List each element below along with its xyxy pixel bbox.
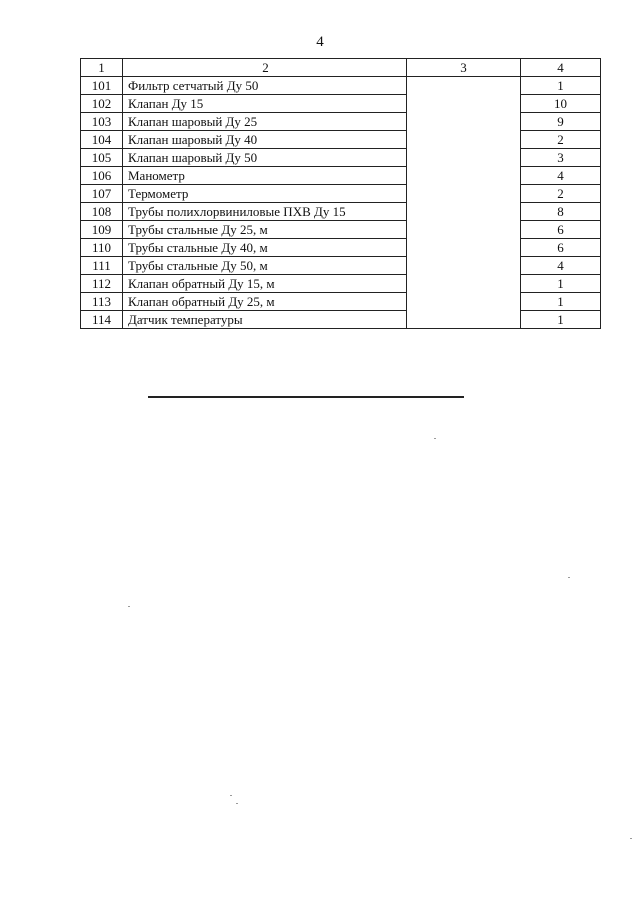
column-header-2: 2 — [123, 59, 407, 77]
item-name-cell: Фильтр сетчатый Ду 50 — [123, 77, 407, 95]
row-number-cell: 112 — [81, 275, 123, 293]
item-name-cell: Клапан Ду 15 — [123, 95, 407, 113]
specification-table — [80, 58, 601, 329]
specification-table-body — [81, 59, 601, 329]
item-name-cell: Клапан шаровый Ду 25 — [123, 113, 407, 131]
scan-speck — [568, 577, 570, 578]
item-name-cell: Датчик температуры — [123, 311, 407, 329]
quantity-cell: 1 — [521, 77, 601, 95]
table-row — [81, 275, 601, 293]
column-header-1: 1 — [81, 59, 123, 77]
table-row — [81, 203, 601, 221]
table-row — [81, 167, 601, 185]
row-number-cell: 109 — [81, 221, 123, 239]
quantity-cell: 6 — [521, 221, 601, 239]
quantity-cell: 8 — [521, 203, 601, 221]
table-row — [81, 131, 601, 149]
row-number-cell: 110 — [81, 239, 123, 257]
scan-speck — [230, 795, 232, 796]
column-3-merged-cell — [407, 77, 521, 329]
column-header-3: 3 — [407, 59, 521, 77]
column-header-4: 4 — [521, 59, 601, 77]
table-row — [81, 185, 601, 203]
table-row — [81, 113, 601, 131]
row-number-cell: 114 — [81, 311, 123, 329]
item-name-cell: Трубы стальные Ду 40, м — [123, 239, 407, 257]
end-of-document-rule — [148, 396, 464, 398]
quantity-cell: 9 — [521, 113, 601, 131]
table-row — [81, 77, 601, 95]
row-number-cell: 106 — [81, 167, 123, 185]
quantity-cell: 1 — [521, 293, 601, 311]
row-number-cell: 108 — [81, 203, 123, 221]
item-name-cell: Трубы стальные Ду 50, м — [123, 257, 407, 275]
item-name-cell: Трубы стальные Ду 25, м — [123, 221, 407, 239]
scan-speck — [630, 838, 632, 839]
table-row — [81, 95, 601, 113]
table-row — [81, 293, 601, 311]
row-number-cell: 103 — [81, 113, 123, 131]
item-name-cell: Клапан шаровый Ду 40 — [123, 131, 407, 149]
row-number-cell: 102 — [81, 95, 123, 113]
item-name-cell: Клапан обратный Ду 15, м — [123, 275, 407, 293]
table-row — [81, 257, 601, 275]
table-row — [81, 311, 601, 329]
row-number-cell: 104 — [81, 131, 123, 149]
quantity-cell: 4 — [521, 257, 601, 275]
item-name-cell: Клапан обратный Ду 25, м — [123, 293, 407, 311]
row-number-cell: 111 — [81, 257, 123, 275]
item-name-cell: Термометр — [123, 185, 407, 203]
row-number-cell: 107 — [81, 185, 123, 203]
quantity-cell: 1 — [521, 311, 601, 329]
item-name-cell: Трубы полихлорвиниловые ПХВ Ду 15 — [123, 203, 407, 221]
scan-speck — [434, 438, 436, 439]
scan-speck — [236, 803, 238, 804]
table-header-row — [81, 59, 601, 77]
scan-speck — [128, 606, 130, 607]
row-number-cell: 113 — [81, 293, 123, 311]
quantity-cell: 2 — [521, 131, 601, 149]
page-number: 4 — [316, 34, 324, 50]
table-row — [81, 239, 601, 257]
item-name-cell: Клапан шаровый Ду 50 — [123, 149, 407, 167]
table-row — [81, 149, 601, 167]
row-number-cell: 101 — [81, 77, 123, 95]
quantity-cell: 4 — [521, 167, 601, 185]
item-name-cell: Манометр — [123, 167, 407, 185]
quantity-cell: 2 — [521, 185, 601, 203]
quantity-cell: 1 — [521, 275, 601, 293]
quantity-cell: 3 — [521, 149, 601, 167]
quantity-cell: 6 — [521, 239, 601, 257]
row-number-cell: 105 — [81, 149, 123, 167]
quantity-cell: 10 — [521, 95, 601, 113]
table-row — [81, 221, 601, 239]
